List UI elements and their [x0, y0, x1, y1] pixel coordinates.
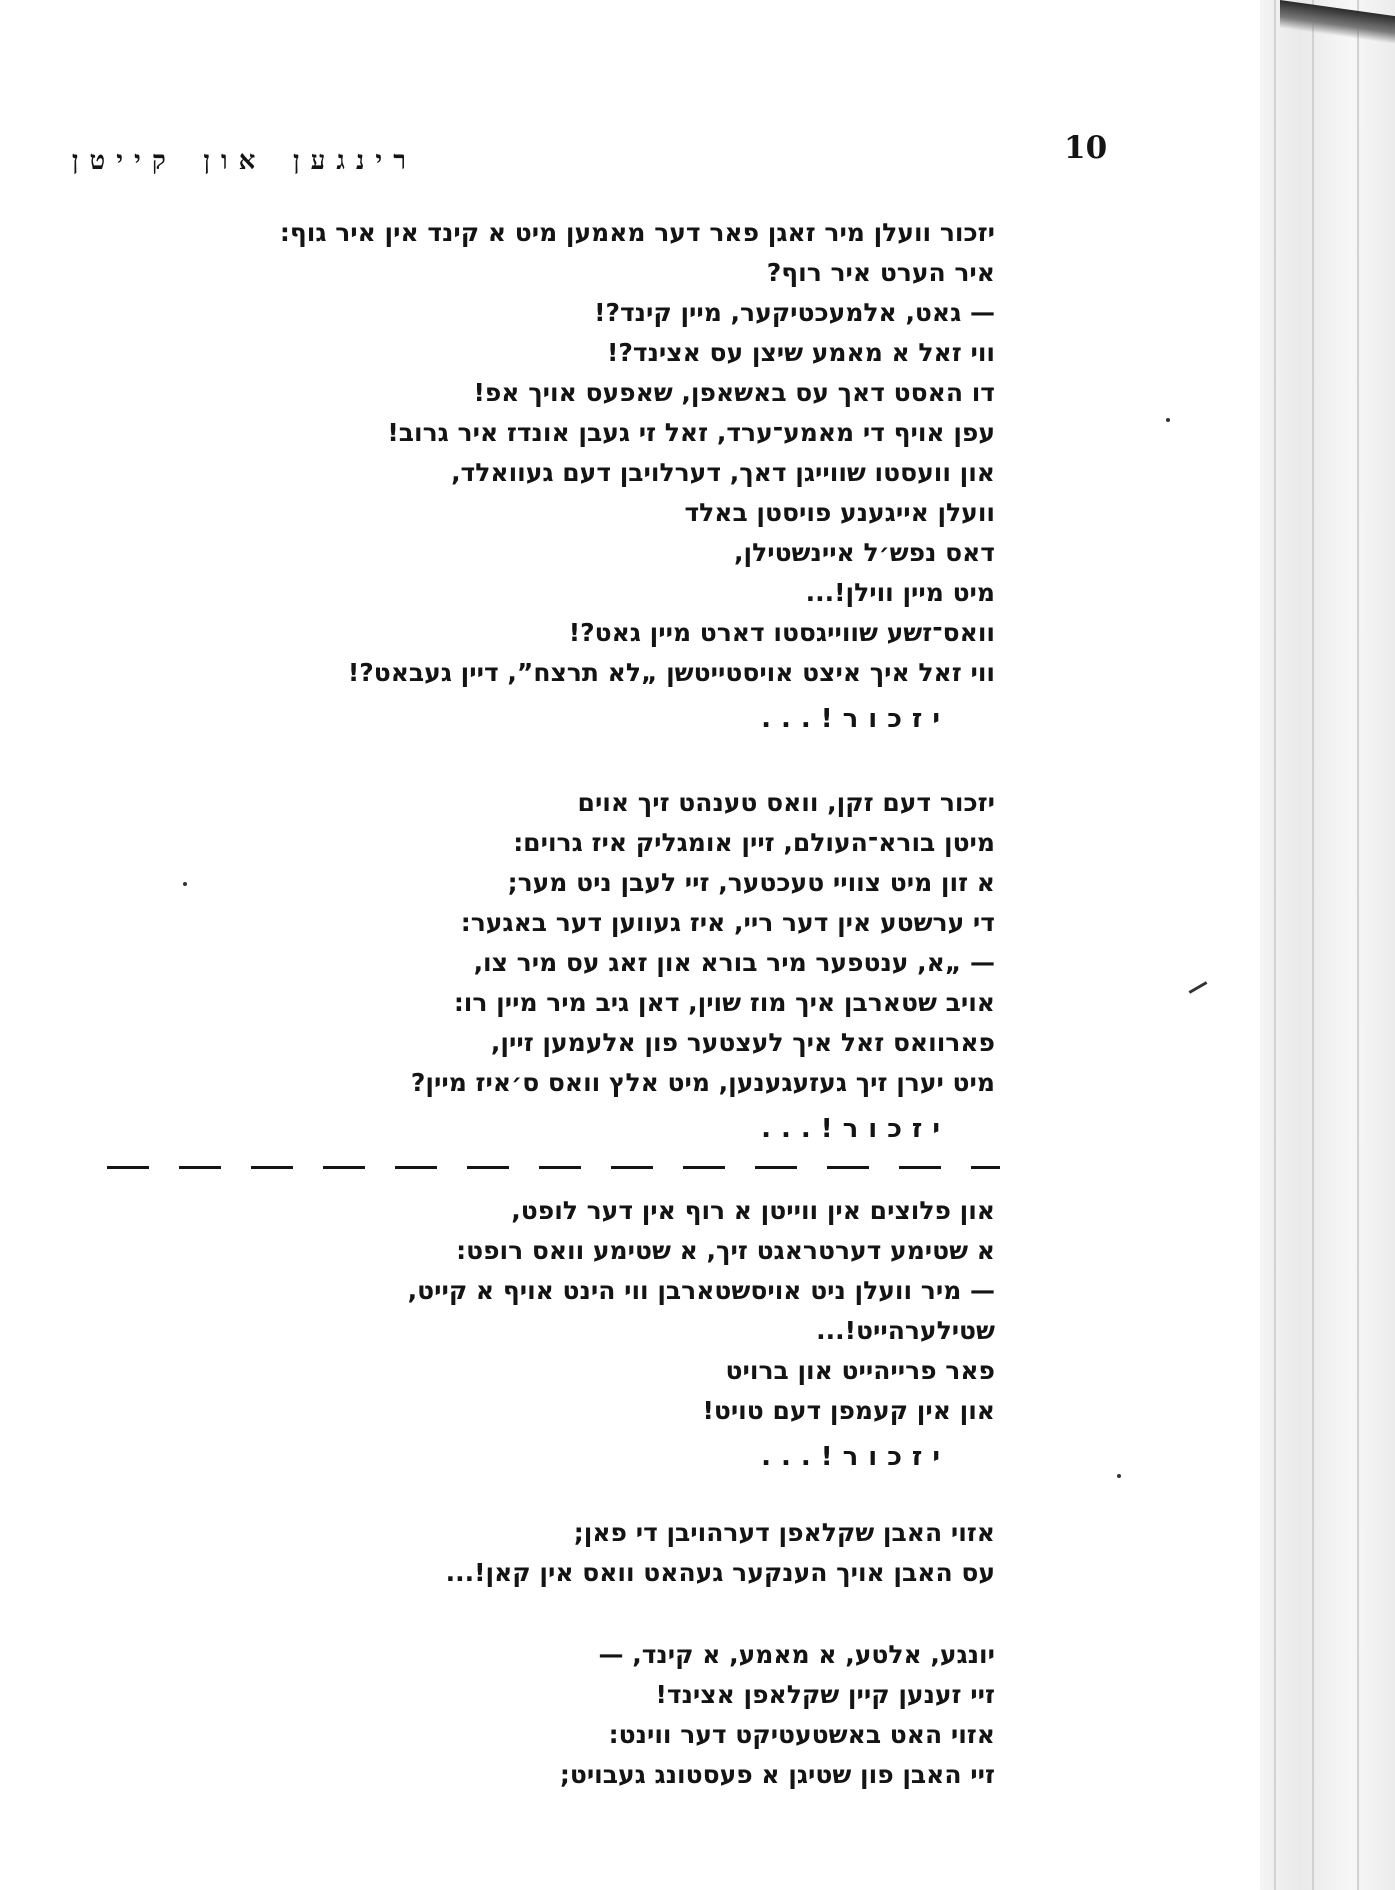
poem-line: און וועסטו שווייגן דאך, דערלויבן דעם געוואלד,	[451, 458, 995, 487]
poem-line: יזכור וועלן מיר זאגן פאר דער מאמען מיט א קינד אין איר גוף:	[279, 218, 995, 247]
poem-line: דו האסט דאך עס באשאפן, שאפעס אויך אפ!	[473, 378, 995, 407]
poem-line: איר הערט איר רוף?	[766, 258, 995, 287]
poem-line: שטילערהייט!...	[816, 1316, 995, 1345]
poem-line: יזכור דעם זקן, וואס טענהט זיך אוים	[577, 788, 995, 817]
dashed-section-divider	[107, 1166, 1000, 1169]
poem-line: און אין קעמפן דעם טויט!	[702, 1396, 995, 1425]
scan-speck	[183, 882, 187, 886]
running-title: רינגען און קייטן	[71, 146, 417, 176]
poem-line: און פלוצים אין ווייטן א רוף אין דער לופט,	[511, 1196, 995, 1225]
poem-line: א זון מיט צוויי טעכטער, זיי לעבן ניט מער;	[507, 868, 995, 897]
refrain-line: יזכור!...	[761, 1442, 950, 1472]
refrain-line: יזכור!...	[761, 704, 950, 734]
poem-line: ווי זאל א מאמע שיצן עס אצינד?!	[607, 338, 995, 367]
scan-speck	[1166, 418, 1170, 422]
poem-line: זיי האבן פון שטיגן א פעסטונג געבויט;	[559, 1760, 995, 1789]
poem-line: א שטימע דערטראגט זיך, א שטימע וואס רופט:	[456, 1236, 995, 1265]
poem-line: די ערשטע אין דער ריי, איז געווען דער באגער:	[460, 908, 995, 937]
poem-line: פארוואס זאל איך לעצטער פון אלעמען זיין,	[490, 1028, 995, 1057]
poem-line: אויב שטארבן איך מוז שוין, דאן גיב מיר מיין רו:	[453, 988, 995, 1017]
poem-line: וואס־זשע שווייגסטו דארט מיין גאט?!	[568, 618, 995, 647]
poem-line: עפן אויף די מאמע־ערד, זאל זי געבן אונדז איר גרוב!	[387, 418, 995, 447]
refrain-line: יזכור!...	[761, 1114, 950, 1144]
poem-line: דאס נפש׳ל איינשטילן,	[734, 538, 995, 567]
poem-line: — „א, ענטפער מיר בורא און זאג עס מיר צו,	[473, 948, 995, 977]
poem-line: פאר פרייהייט און ברויט	[725, 1356, 995, 1385]
poem-line: ווי זאל איך איצט אויסטייטשן „לא תרצח”, דיין געבאט?!	[347, 658, 995, 687]
poem-line: מיט מיין ווילן!...	[805, 578, 995, 607]
poem-line: עס האבן אויך הענקער געהאט וואס אין קאן!...	[445, 1558, 995, 1587]
poem-line: מיט יערן זיך געזעגענען, מיט אלץ וואס ס׳איז מיין?	[410, 1068, 995, 1097]
poem-line: וועלן אייגענע פויסטן באלד	[684, 498, 995, 527]
poem-line: מיטן בורא־העולם, זיין אומגליק איז גרוים:	[513, 828, 995, 857]
poem-line: אזוי האבן שקלאפן דערהויבן די פאן;	[573, 1518, 995, 1547]
page-number: 10	[1064, 130, 1108, 166]
poem-line: — מיר וועלן ניט אויסשטארבן ווי הינט אויף א קייט,	[407, 1276, 995, 1305]
poem-line: — גאט, אלמעכטיקער, מיין קינד?!	[594, 298, 995, 327]
poem-line: יונגע, אלטע, א מאמע, א קינד, —	[598, 1640, 995, 1669]
poem-line: אזוי האט באשטעטיקט דער ווינט:	[608, 1720, 995, 1749]
scan-speck	[1117, 1474, 1121, 1478]
poem-line: זיי זענען קיין שקלאפן אצינד!	[655, 1680, 995, 1709]
